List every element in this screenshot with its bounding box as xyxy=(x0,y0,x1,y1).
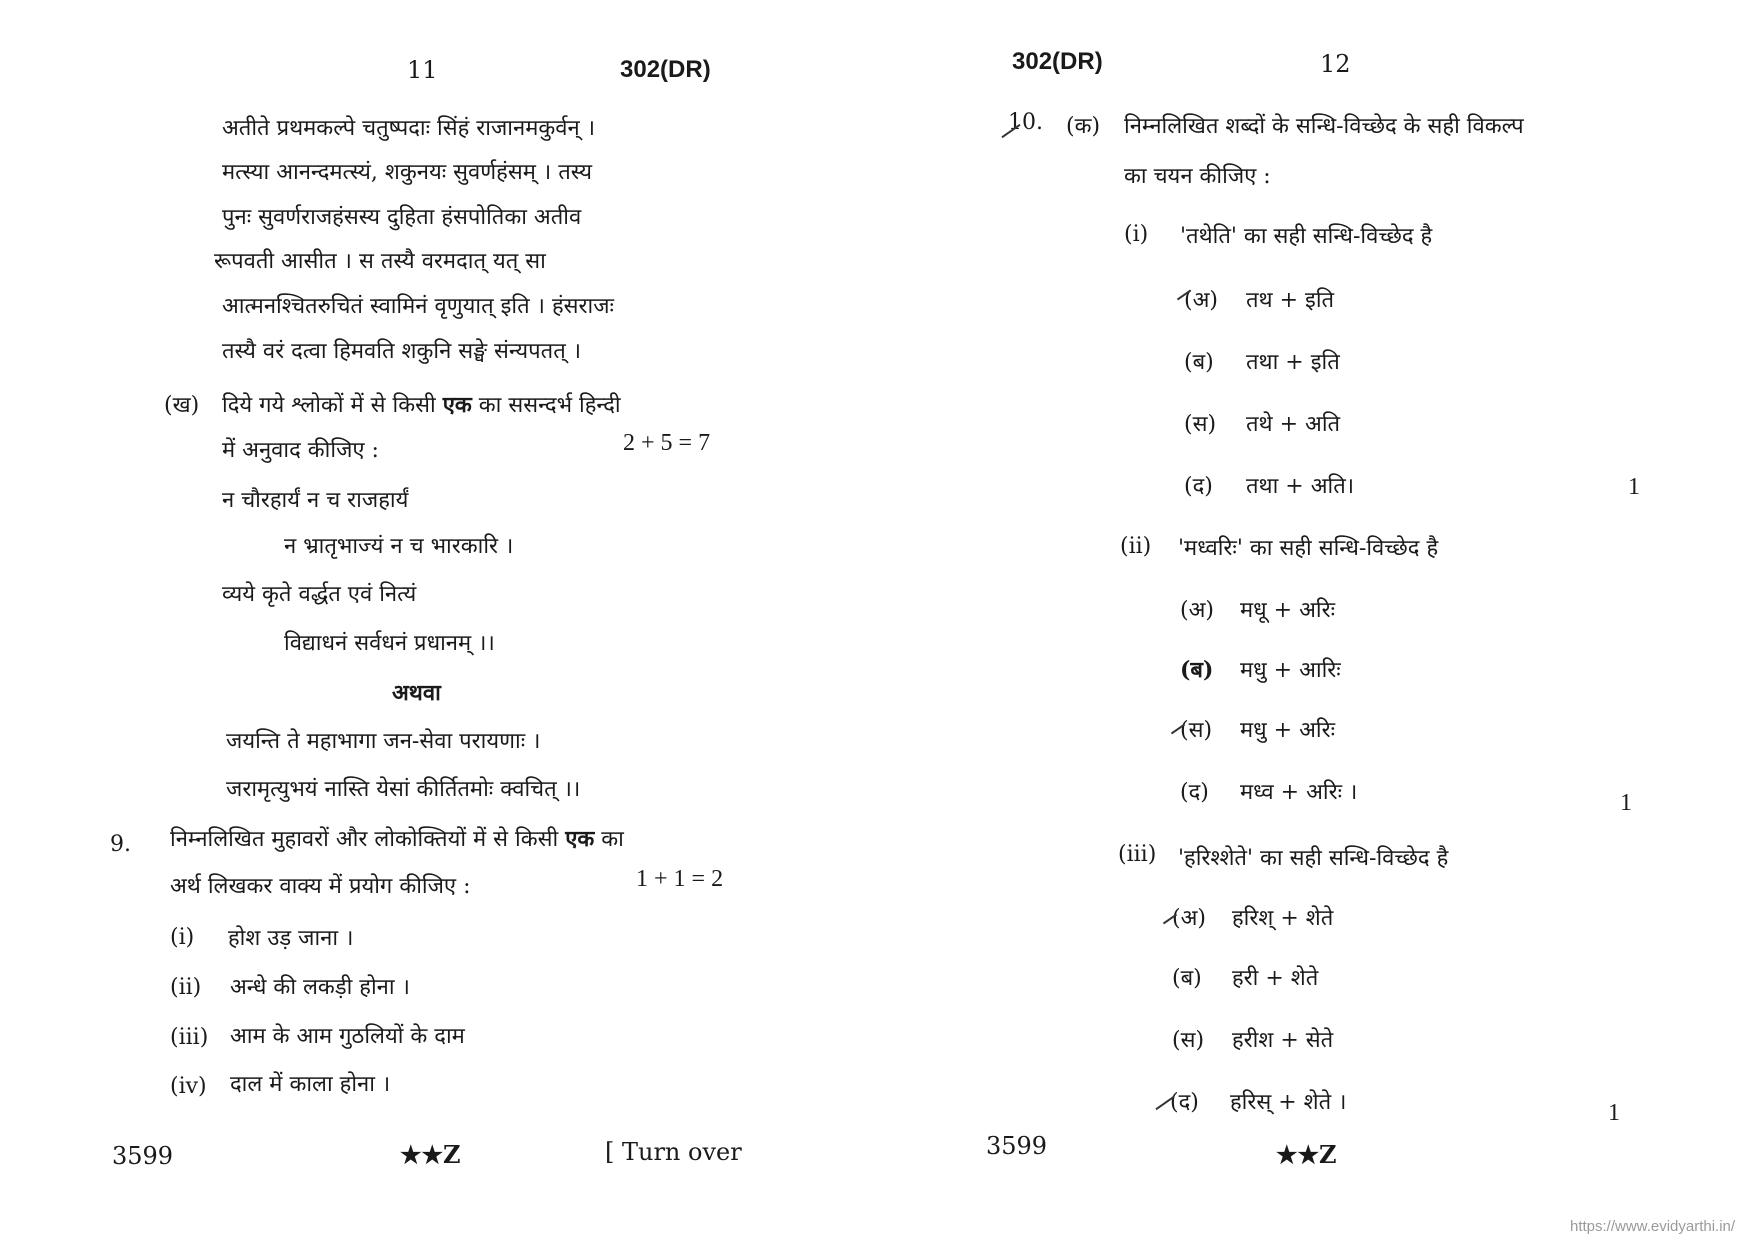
right-paper-code: 302(DR) xyxy=(1012,48,1103,75)
option-label: (द) xyxy=(1180,780,1209,805)
shloka-line: विद्याधनं सर्वधनं प्रधानम् ।। xyxy=(284,631,495,656)
footer-turn-over: [ Turn over xyxy=(605,1138,742,1166)
option-label: (अ) xyxy=(1172,906,1206,931)
option-label: (स) xyxy=(1180,718,1213,743)
option-label: (अ) xyxy=(1184,288,1218,313)
question-number: 9. xyxy=(110,832,131,857)
idiom-text: दाल में काला होना । xyxy=(230,1072,391,1097)
option-text: हरीश + सेते xyxy=(1232,1028,1334,1053)
question-text-bold: एक xyxy=(442,392,472,418)
option-label: (द) xyxy=(1170,1090,1199,1115)
idiom-number: (iv) xyxy=(170,1074,207,1099)
watermark-link[interactable]: https://www.evidyarthi.in/ xyxy=(1570,1218,1736,1235)
option-text: मधू + अरिः xyxy=(1240,598,1336,623)
right-page-number: 12 xyxy=(1320,50,1351,78)
idiom-text: आम के आम गुठलियों के दाम xyxy=(230,1024,465,1049)
footer-code: 3599 xyxy=(112,1142,174,1170)
idiom-number: (iii) xyxy=(170,1025,209,1050)
option-text: तथे + अति xyxy=(1246,412,1341,437)
shloka-line: न भ्रातृभाज्यं न च भारकारि । xyxy=(284,534,514,559)
footer-mark: ★★Z xyxy=(400,1140,461,1169)
shloka-line: जरामृत्युभयं नास्ति येसां कीर्तितमोः क्वचित् ।। xyxy=(226,777,581,802)
option-text: हरिश् + शेते xyxy=(1232,906,1334,931)
question-text-line2: में अनुवाद कीजिए : xyxy=(222,438,379,463)
left-page-number: 11 xyxy=(407,56,438,84)
question-text-line2: का चयन कीजिए : xyxy=(1124,164,1271,189)
option-label: (स) xyxy=(1184,412,1217,437)
passage-line: पुनः सुवर्णराजहंसस्य दुहिता हंसपोतिका अतीव xyxy=(222,205,582,230)
question-text-line2: अर्थ लिखकर वाक्य में प्रयोग कीजिए : xyxy=(170,874,471,899)
option-text: तथा + अति। xyxy=(1246,474,1355,499)
option-label: (ब) xyxy=(1184,350,1214,375)
option-text: तथ + इति xyxy=(1246,288,1335,313)
passage-line: तस्यै वरं दत्वा हिमवति शकुनि सङ्घे संन्यपतत् । xyxy=(222,339,582,364)
idiom-text: अन्धे की लकड़ी होना । xyxy=(230,975,410,1000)
part-number: (ii) xyxy=(1120,534,1152,559)
passage-line: आत्मनश्चितरुचितं स्वामिनं वृणुयात् इति । हंसराजः xyxy=(222,294,615,319)
passage-line: अतीते प्रथमकल्पे चतुष्पदाः सिंहं राजानमकुर्वन् । xyxy=(222,116,596,141)
option-text: हरिस् + शेते । xyxy=(1230,1090,1347,1115)
left-paper-code: 302(DR) xyxy=(620,56,711,83)
question-label: (क) xyxy=(1066,114,1101,139)
question-text xyxy=(222,389,621,419)
part-number: (i) xyxy=(1124,222,1149,247)
part-prompt: 'मध्वरिः' का सही सन्धि-विच्छेद है xyxy=(1178,536,1439,561)
footer-code: 3599 xyxy=(986,1132,1048,1160)
option-text: मधु + आरिः xyxy=(1240,658,1341,683)
part-prompt: 'तथेति' का सही सन्धि-विच्छेद है xyxy=(1180,224,1433,249)
idiom-number: (ii) xyxy=(170,975,202,1000)
option-label: (अ) xyxy=(1180,598,1214,623)
shloka-line: न चौरहार्यं न च राजहार्यं xyxy=(222,488,409,513)
idiom-number: (i) xyxy=(170,925,195,950)
question-label: (ख) xyxy=(164,393,200,418)
option-text: मधु + अरिः xyxy=(1240,718,1336,743)
part-marks: 1 xyxy=(1620,790,1632,816)
question-marks: 2 + 5 = 7 xyxy=(623,430,711,456)
question-text-pre: दिये गये श्लोकों में से किसी xyxy=(222,393,436,418)
part-prompt: 'हरिश्शेते' का सही सन्धि-विच्छेद है xyxy=(1178,846,1449,871)
question-text: निम्नलिखित शब्दों के सन्धि-विच्छेद के सही विकल्प xyxy=(1124,114,1524,139)
passage-line: मत्स्या आनन्दमत्स्यं, शकुनयः सुवर्णहंसम् । तस्य xyxy=(222,160,593,185)
option-label: (ब) xyxy=(1180,657,1214,683)
question-text-bold: एक xyxy=(565,826,595,852)
option-label: (ब) xyxy=(1172,966,1202,991)
idiom-text: होश उड़ जाना । xyxy=(228,926,354,951)
shloka-line: जयन्ति ते महाभागा जन-सेवा परायणाः । xyxy=(226,729,541,754)
passage-line: रूपवती आसीत । स तस्यै वरमदात् यत् सा xyxy=(214,249,546,274)
question-marks: 1 + 1 = 2 xyxy=(636,866,724,892)
option-label: (स) xyxy=(1172,1028,1205,1053)
shloka-line: व्यये कृते वर्द्धत एवं नित्यं xyxy=(222,582,417,607)
part-marks: 1 xyxy=(1628,474,1640,500)
question-text-pre: निम्नलिखित मुहावरों और लोकोक्तियों में से किसी xyxy=(170,827,559,852)
or-label: अथवा xyxy=(392,680,441,706)
part-number: (iii) xyxy=(1118,842,1157,867)
question-text-post: का ससन्दर्भ हिन्दी xyxy=(478,393,621,418)
question-number: 10. xyxy=(1008,110,1043,135)
question-text xyxy=(170,823,624,853)
option-text: हरी + शेते xyxy=(1232,966,1319,991)
option-text: मध्व + अरिः । xyxy=(1240,780,1358,805)
option-text: तथा + इति xyxy=(1246,350,1340,375)
part-marks: 1 xyxy=(1608,1100,1620,1126)
question-text-post: का xyxy=(601,827,624,852)
option-label: (द) xyxy=(1184,474,1213,499)
footer-mark: ★★Z xyxy=(1276,1140,1337,1169)
